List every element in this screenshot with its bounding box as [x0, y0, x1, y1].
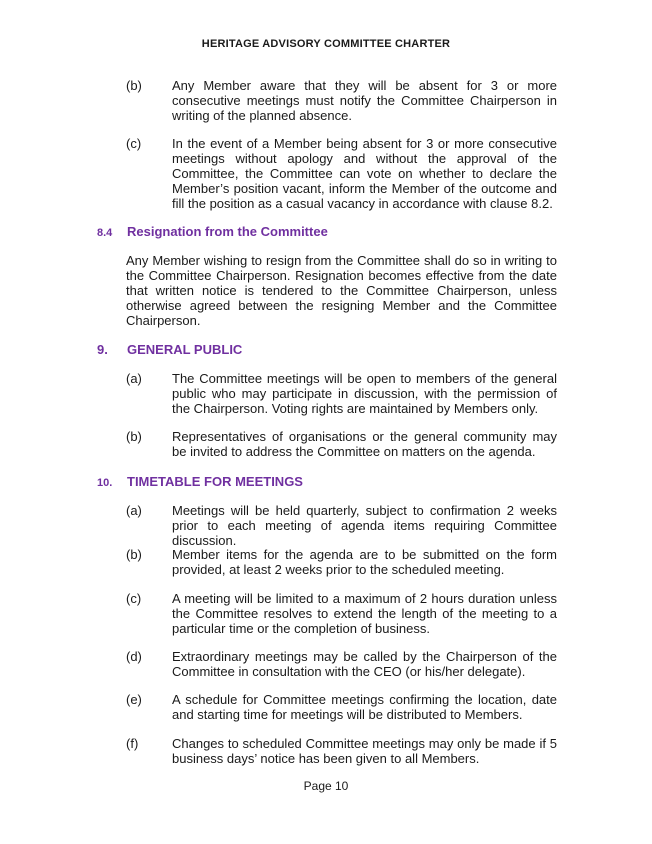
- list-item: [126, 136, 557, 211]
- list-item: [126, 736, 557, 766]
- list-item: [126, 78, 557, 123]
- section-heading-8-4: [97, 224, 328, 239]
- item-text: Representatives of organisations or the general community may be invited to address the Committee on matters on the agenda.: [172, 429, 557, 459]
- item-label: (b): [126, 78, 142, 93]
- item-text: In the event of a Member being absent for 3 or more consecutive meetings without apology and without the approval of the Committee, the Committee can vote on whether to declare the Member’s position vacant, inform the Member of the outcome and fill the position as a casual vacancy in accordance with clause 8.2.: [172, 136, 557, 211]
- section-title: TIMETABLE FOR MEETINGS: [127, 474, 303, 489]
- section-title: GENERAL PUBLIC: [127, 342, 243, 357]
- item-text: Member items for the agenda are to be submitted on the form provided, at least 2 weeks prior to the scheduled meeting.: [172, 547, 557, 577]
- item-text: A schedule for Committee meetings confirming the location, date and starting time for meetings will be distributed to Members.: [172, 692, 557, 722]
- item-label: (a): [126, 371, 142, 386]
- item-text: Changes to scheduled Committee meetings may only be made if 5 business days’ notice has been given to all Members.: [172, 736, 557, 766]
- list-item: [126, 429, 557, 459]
- document-header: HERITAGE ADVISORY COMMITTEE CHARTER: [201, 38, 451, 50]
- item-label: (c): [126, 591, 142, 606]
- item-text: Meetings will be held quarterly, subject to confirmation 2 weeks prior to each meeting of agenda items requiring Committee discussion.: [172, 503, 557, 548]
- list-item: [126, 591, 557, 636]
- item-text: Any Member aware that they will be absent for 3 or more consecutive meetings must notify the Committee Chairperson in writing of the planned absence.: [172, 78, 557, 123]
- list-item: [126, 503, 557, 548]
- list-item: [126, 649, 557, 679]
- item-label: (b): [126, 547, 142, 562]
- list-item: [126, 692, 557, 722]
- section-number: 9.: [97, 342, 108, 357]
- item-label: (e): [126, 692, 142, 707]
- section-number: 8.4: [97, 227, 113, 239]
- item-text: The Committee meetings will be open to members of the general public who may participate in discussion, with the permission of the Chairperson. Voting rights are maintained by Members only.: [172, 371, 557, 416]
- item-label: (c): [126, 136, 142, 151]
- item-text: A meeting will be limited to a maximum of 2 hours duration unless the Committee resolves to extend the length of the meeting to a particular time or the completion of business.: [172, 591, 557, 636]
- section-heading-9: [97, 342, 242, 357]
- item-label: (a): [126, 503, 142, 518]
- list-item: [126, 371, 557, 416]
- section-heading-10: [97, 474, 303, 489]
- section-paragraph: Any Member wishing to resign from the Committee shall do so in writing to the Committee Chairperson. Resignation becomes effective from the date that written notice is tendered to the Committee Chairperson, unless otherwise agreed between the resigning Member and the Committee Chairperson.: [126, 253, 557, 328]
- section-number: 10.: [97, 477, 113, 489]
- item-label: (d): [126, 649, 142, 664]
- section-title: Resignation from the Committee: [127, 224, 328, 239]
- item-label: (f): [126, 736, 139, 751]
- list-item: [126, 547, 557, 577]
- item-text: Extraordinary meetings may be called by the Chairperson of the Committee in consultation with the CEO (or his/her delegate).: [172, 649, 557, 679]
- page-number: Page 10: [303, 779, 349, 793]
- item-label: (b): [126, 429, 142, 444]
